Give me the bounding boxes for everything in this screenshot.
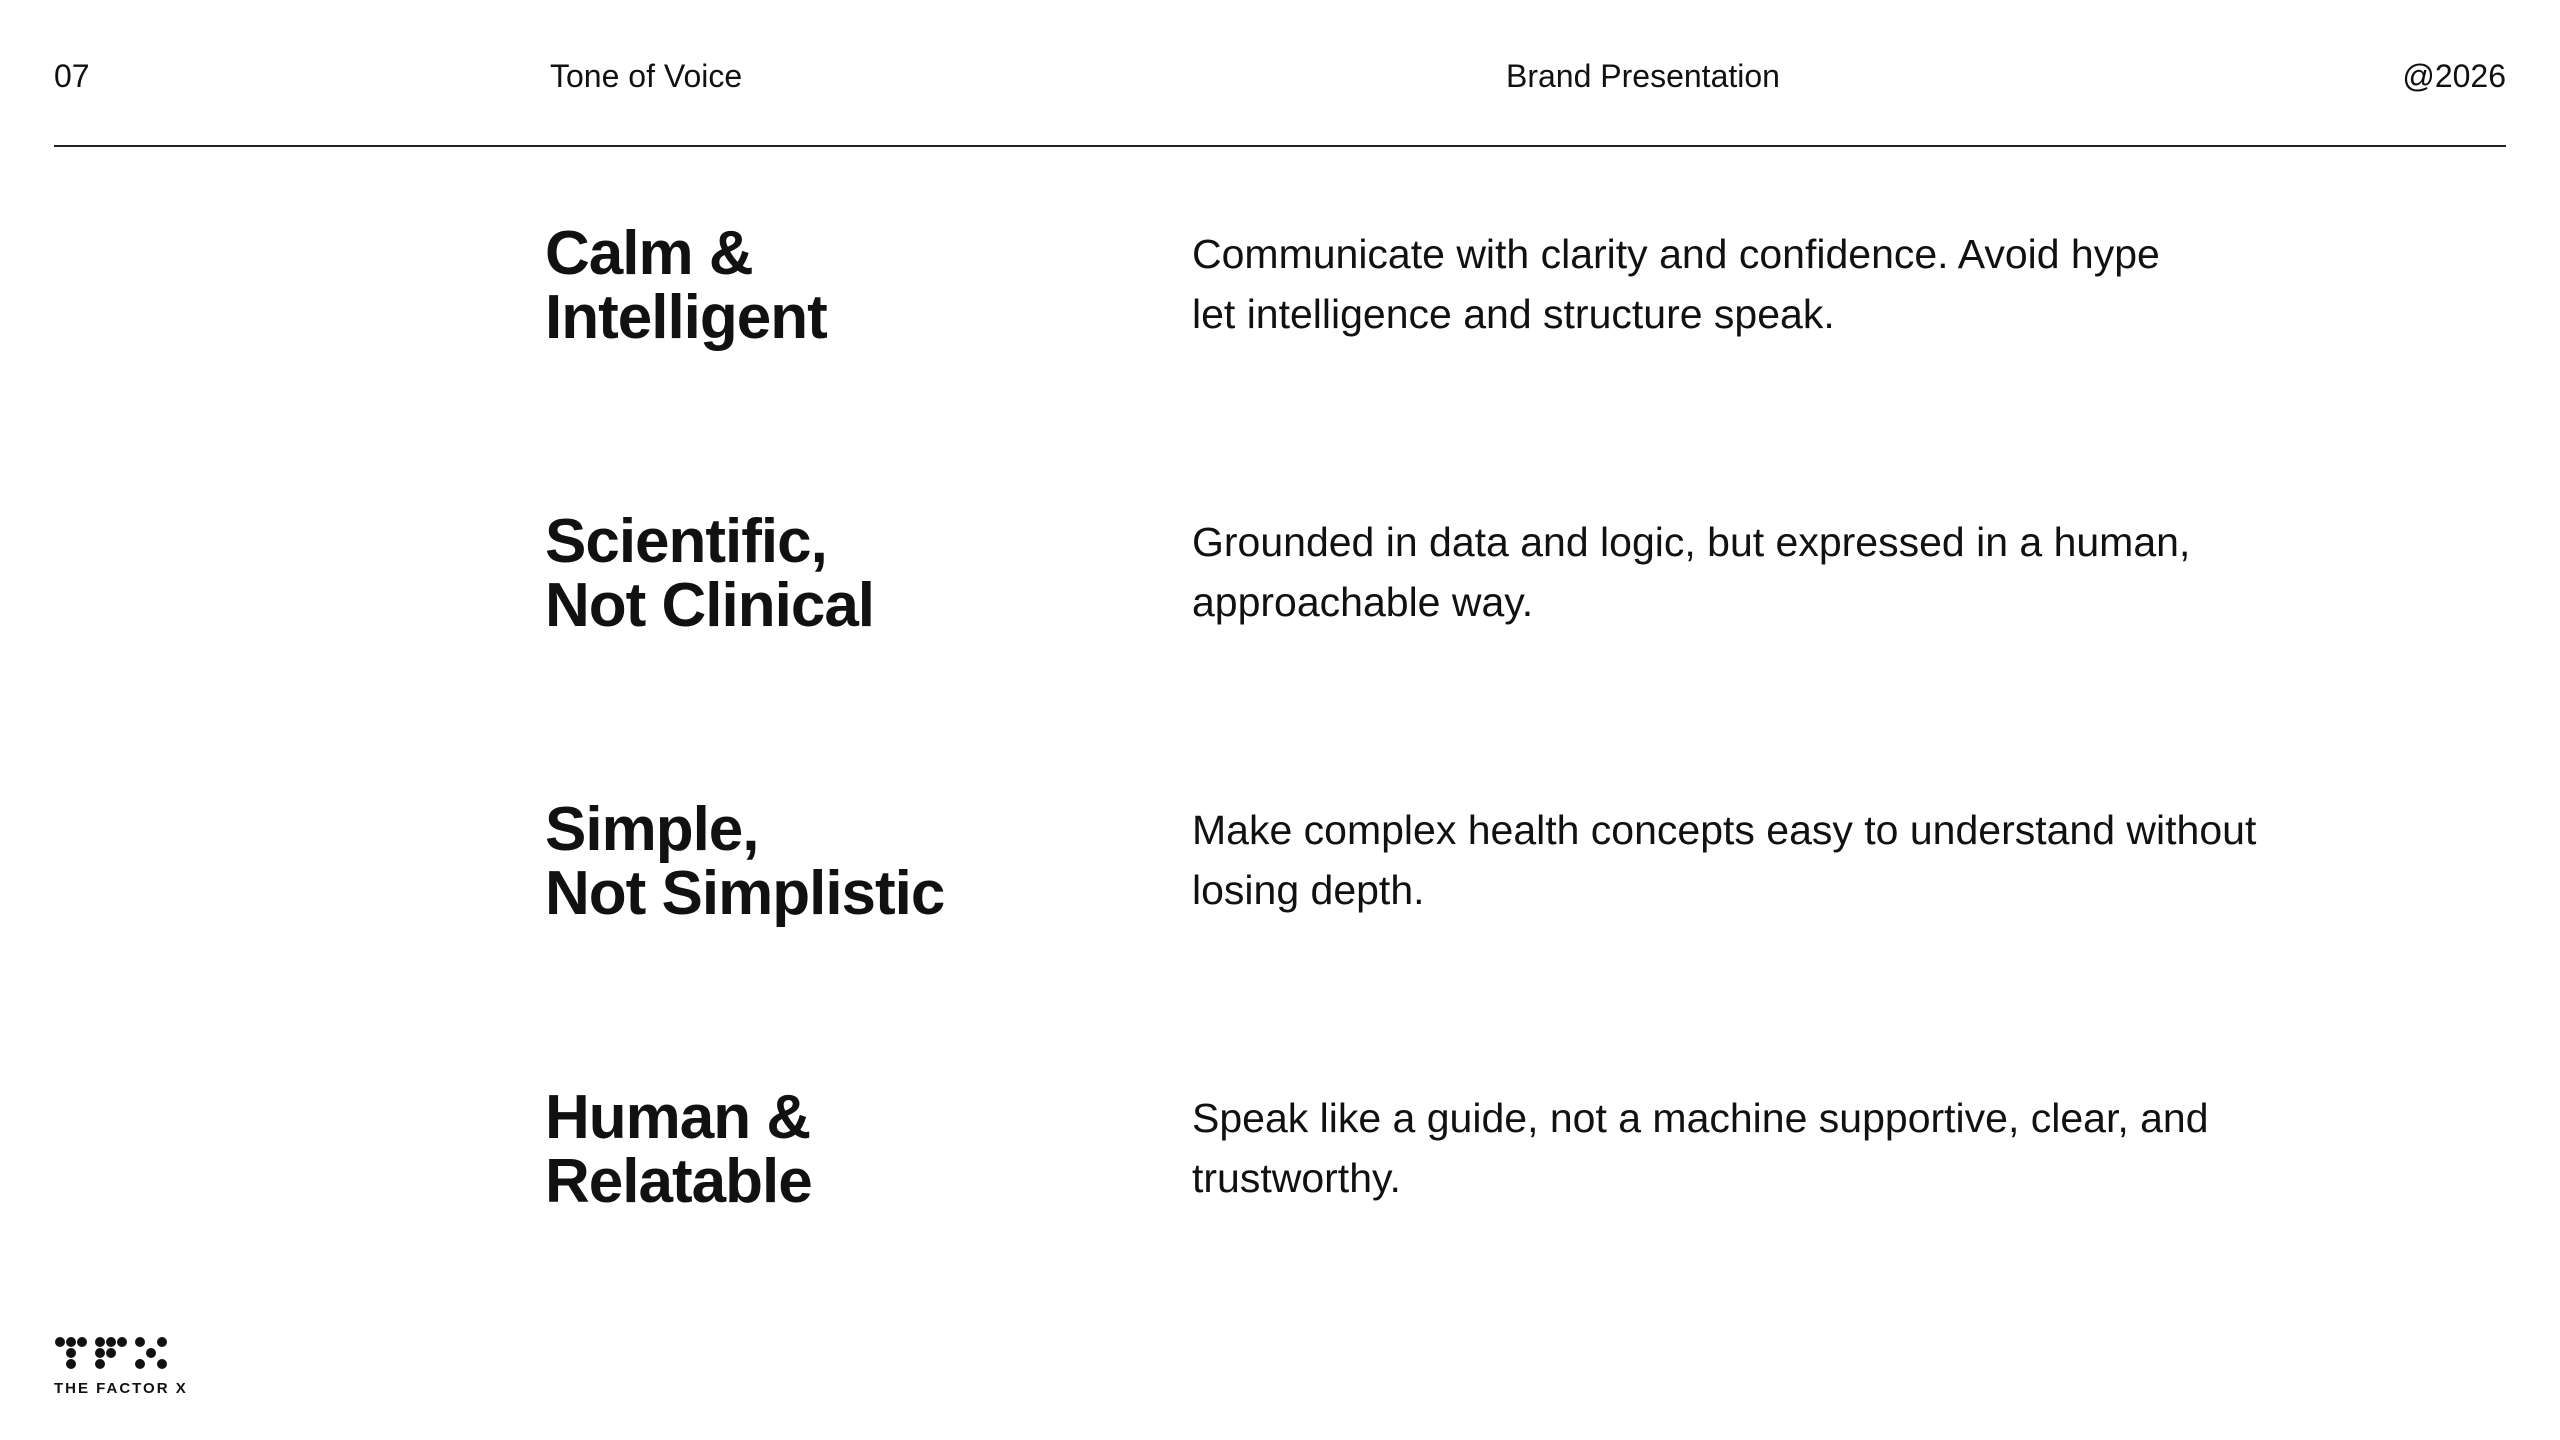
principle-title [545, 507, 1145, 640]
year-label: @2026 [2402, 58, 2506, 94]
principle-description [1192, 1088, 2392, 1208]
principle-simple-not-simplistic [0, 795, 2560, 998]
principle-title-line: Not Clinical [545, 571, 875, 640]
principle-title [545, 795, 1145, 928]
principle-human-relatable [0, 1083, 2560, 1286]
principle-description-line: Communicate with clarity and confidence. Avoid hype [1192, 231, 2160, 277]
principle-description-line: Speak like a guide, not a machine supportive, clear, and [1192, 1095, 2209, 1141]
principle-description [1192, 224, 2392, 344]
principle-calm-intelligent [0, 219, 2560, 422]
principle-title-line: Intelligent [545, 283, 827, 352]
principle-description [1192, 800, 2392, 920]
principle-description-line: trustworthy. [1192, 1155, 1401, 1201]
page-number: 07 [54, 58, 90, 94]
principle-description [1192, 512, 2392, 632]
principle-scientific-not-clinical [0, 507, 2560, 710]
principle-description-line: Grounded in data and logic, but expressed in a human, [1192, 519, 2191, 565]
document-title: Brand Presentation [1506, 58, 1780, 94]
principle-title [545, 1083, 1145, 1216]
section-title: Tone of Voice [550, 58, 743, 94]
brand-logo [54, 1336, 194, 1400]
principle-description-line: approachable way. [1192, 579, 1534, 625]
principle-title-line: Simple, [545, 795, 759, 864]
principle-title-line: Scientific, [545, 507, 827, 576]
principle-title-line: Calm & [545, 219, 753, 288]
principle-title-line: Not Simplistic [545, 859, 945, 928]
brand-logo-text: THE FACTOR X [54, 1380, 188, 1397]
tfx-dot-logo-icon [54, 1336, 174, 1376]
principle-title-line: Relatable [545, 1147, 812, 1216]
principle-description-line: let intelligence and structure speak. [1192, 291, 1835, 337]
page-header [54, 0, 2506, 147]
principle-description-line: losing depth. [1192, 867, 1425, 913]
principle-description-line: Make complex health concepts easy to understand without [1192, 807, 2257, 853]
principle-title-line: Human & [545, 1083, 811, 1152]
principle-title [545, 219, 1145, 352]
